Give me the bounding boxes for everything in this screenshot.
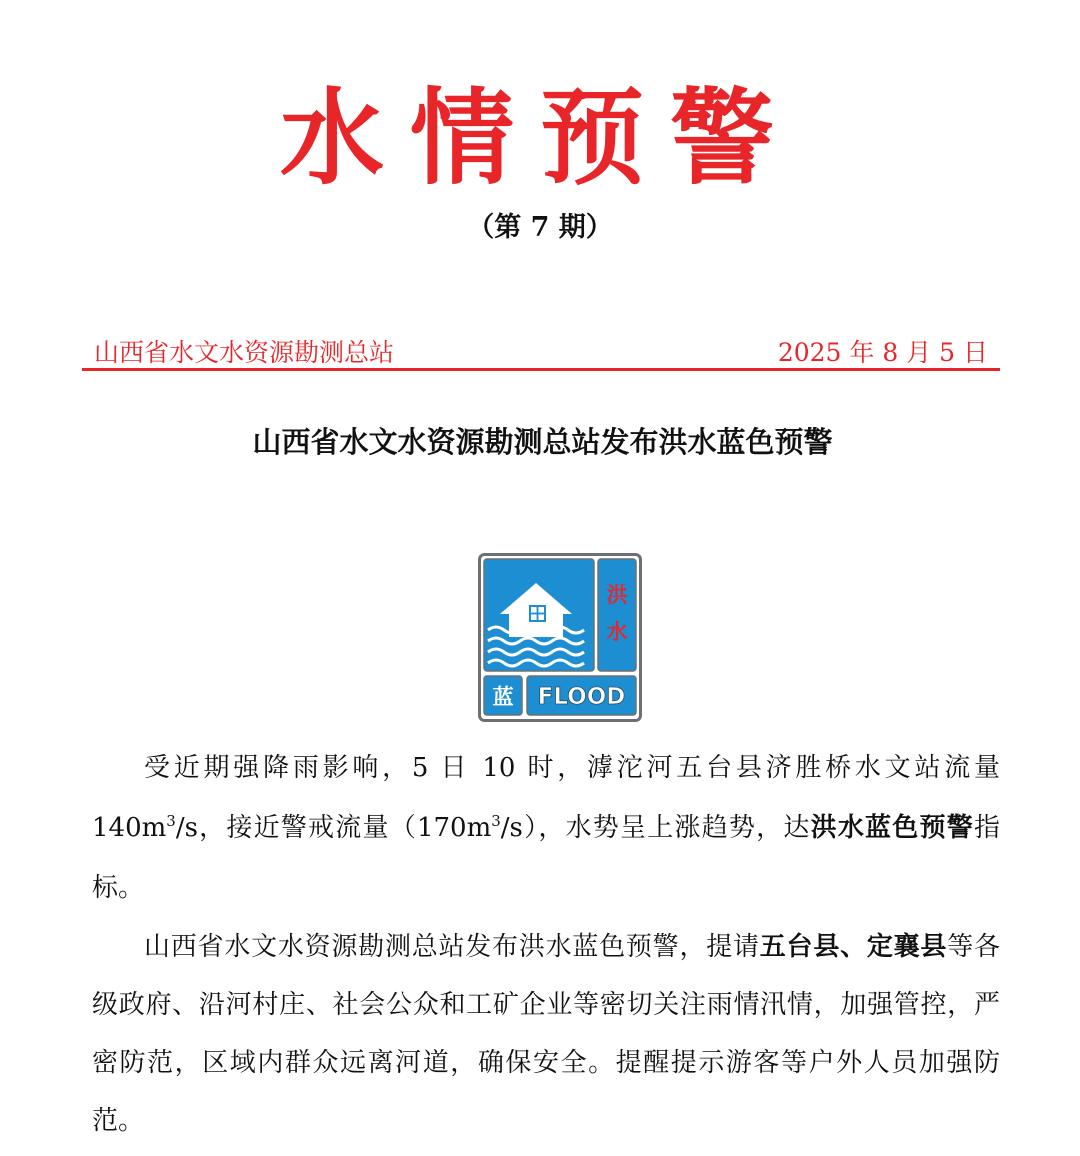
- red-divider: [82, 368, 1000, 371]
- notice-title: 山西省水文水资源勘测总站发布洪水蓝色预警: [252, 425, 833, 459]
- icon-level-text: 蓝: [492, 685, 514, 709]
- notice-body: [92, 738, 1000, 1150]
- header-line: [90, 335, 1000, 371]
- paragraph-1-part-a: 受近期强降雨影响，5 日 10 时，滹沱河五台县济胜桥水文站流量 140m: [92, 753, 1000, 843]
- masthead-title: 水情预警: [279, 77, 800, 199]
- body-paragraph-1: [92, 738, 1000, 918]
- paragraph-2-part-a: 山西省水文水资源勘测总站发布洪水蓝色预警，提请: [144, 932, 760, 962]
- icon-flood-label: FLOOD: [537, 684, 626, 710]
- paragraph-1-part-c: /s），水势呈上涨趋势，达: [500, 813, 811, 843]
- icon-side-text-2: 水: [606, 620, 628, 644]
- flood-blue-warning-icon: [478, 553, 642, 722]
- cubic-superscript-2: 3: [491, 812, 501, 830]
- paragraph-2-part-b: 等各级政府、沿河村庄、社会公众和工矿企业等密切关注雨情汛情，加强管控，严密防范，区域内群众远离河道，确保安全。提醒提示游客等户外人员加强防范。: [92, 932, 1000, 1136]
- issue-number: （第 7 期）: [467, 212, 613, 243]
- issue-date: 2025 年 8 月 5 日: [777, 338, 988, 367]
- paragraph-1-part-b: /s，接近警戒流量（170m: [175, 813, 492, 843]
- paragraph-1-part-d: 指标。: [92, 813, 1000, 903]
- icon-side-text-1: 洪: [606, 583, 628, 607]
- body-paragraph-2: [92, 918, 1000, 1150]
- issuing-agency: 山西省水文水资源勘测总站: [94, 338, 395, 367]
- cubic-superscript-1: 3: [166, 812, 176, 830]
- blue-warning-emphasis: 洪水蓝色预警: [810, 813, 974, 843]
- county-emphasis: 五台县、定襄县: [759, 932, 948, 962]
